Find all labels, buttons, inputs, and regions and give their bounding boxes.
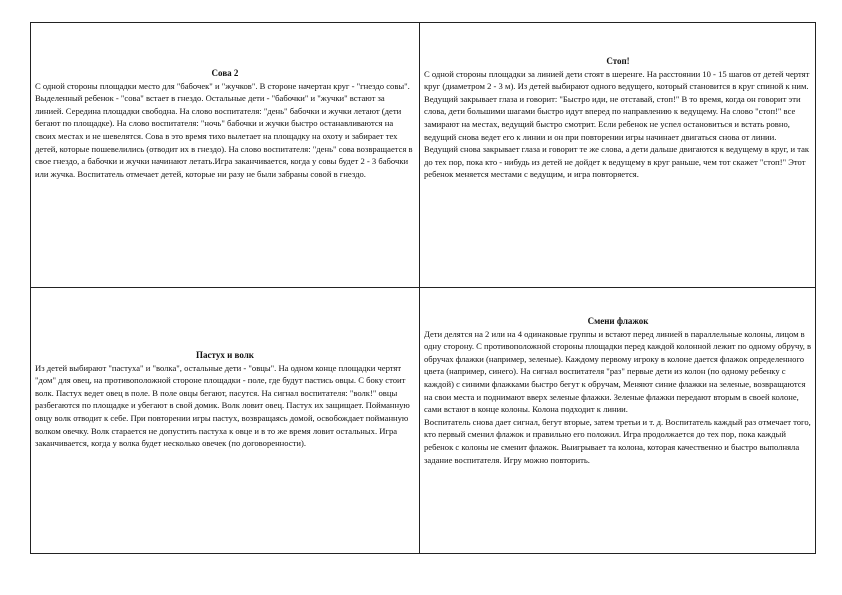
card-paragraph: С одной стороны площадки за линией дети стоят в шеренге. На расстоянии 10 - 15 шагов от детей чертят круг (диаметром 2 - 3 м). Из детей выбирают одного ведущего, который становится в круг спиной к ним. (424, 68, 810, 92)
card-paragraph: С одной стороны площадки место для "бабочек" и "жучков". В стороне начертан круг - "гнездо совы". Выделенный ребенок - "сова" встает в гнездо. Остальные дети - "бабочки" и "жучки" встают за линией. Середина площадки свободна. На слово воспитателя: "день" бабочки и жучки летают (дети бегают по площадке). На слово воспитателя: "ночь" бабочки и жучки быстро останавливаются на своих местах и не шевелятся. Сова в это время тихо вылетает на площадку на охоту и забирает тех детей, которые пошевелились (отводит их в гнездо). На слово воспитателя: "день" сова возвращается в свое гнездо, а бабочки и жучки начинают летать.Игра заканчивается, когда у совы будет 2 - 3 бабочки или жучка. Воспитатель отмечает детей, которые ни разу не были забраны совой в гнездо. (35, 80, 413, 179)
card-title: Смени флажок (587, 316, 649, 326)
horizontal-divider (31, 287, 815, 288)
card-paragraph: Дети делятся на 2 или на 4 одинаковые группы и встают перед линией в параллельные колоны, лицом в одну сторону. С противоположной стороны площадки перед каждой колонной лежит по одному обручу, в обручах флажки (например, зеленые). Каждому первому игроку в колоне дается флажок определенного цвета (например, синего). На сигнал воспитателя "раз" первые дети из колон (по одному ребенку с каждой) с синими флажками быстро бегут к обручам, Меняют синие флажки на зеленые, возвращаются на свои места и поднимают вверх зеленые флажки. Зеленые флажки передают вторым в своей колоне, сами встают в конце колоны. Колона подходит к линии. (424, 328, 812, 415)
card-paragraph: Ведущий снова закрывает глаза и говорит те же слова, а дети дальше двигаются к ведущему в круг, и так до тех пор, пока кто - нибудь из детей не дойдет к ведущему в круг раньше, чем тот скажет "стоп!" Этот ребенок меняется местами с ведущим, и игра повторяется. (424, 144, 810, 180)
card-title: Сова 2 (211, 68, 239, 78)
card-title: Пастух и волк (196, 350, 254, 360)
card-title: Стоп! (606, 56, 630, 66)
card-paragraph: Ведущий закрывает глаза и говорит: "Быстро иди, не отставай, стоп!" В то время, когда он говорит эти слова, дети большими шагами быстро идут вперед по направлению к ведущему. На слово "стоп!" все замирают на местах, ведущий быстро смотрит. Если ребенок не успел остановиться и встать ровно, ведущий снова ведет его к линии и он при повторении игры начинает двигаться снова от линии. (424, 93, 801, 142)
card-shepherd-wolf (31, 349, 419, 450)
card-change-flag (420, 315, 816, 466)
card-paragraph: Воспитатель снова дает сигнал, бегут вторые, затем третьи и т. д. Воспитатель каждый раз отмечает того, кто первый сменил флажок и правильно его положил. Игра продолжается до тех пор, пока каждый ребенок с колоны не сменит флажок. Выигрывает та колона, которая качественно и быстро выполняла задание воспитателя. Игру можно повторить. (424, 416, 811, 465)
card-owl (31, 67, 419, 180)
card-paragraph: Из детей выбирают "пастуха" и "волка", остальные дети - "овцы". На одном конце площадки чертят "дом" для овец, на противоположной стороне площадки - поле, где будут пастись овцы. С боку стоит волк. Пастух ведет овец в поле. В поле овцы бегают, пасутся. На сигнал воспитателя: "волк!" овцы разбегаются по площадке и убегают в свой домик. Волк ловит овец. Пастух их защищает. Пойманную овцу волк отводит к себе. При повторении игры пастух, возвращаясь домой, освобождает пойманную волком овечку. Волк старается не допустить пастуха к овце и в то же время ловит остальных. Игра заканчивается, когда у волка будет несколько овечек (по договоренности). (35, 362, 410, 449)
card-stop (420, 55, 816, 181)
card-grid (30, 22, 816, 554)
